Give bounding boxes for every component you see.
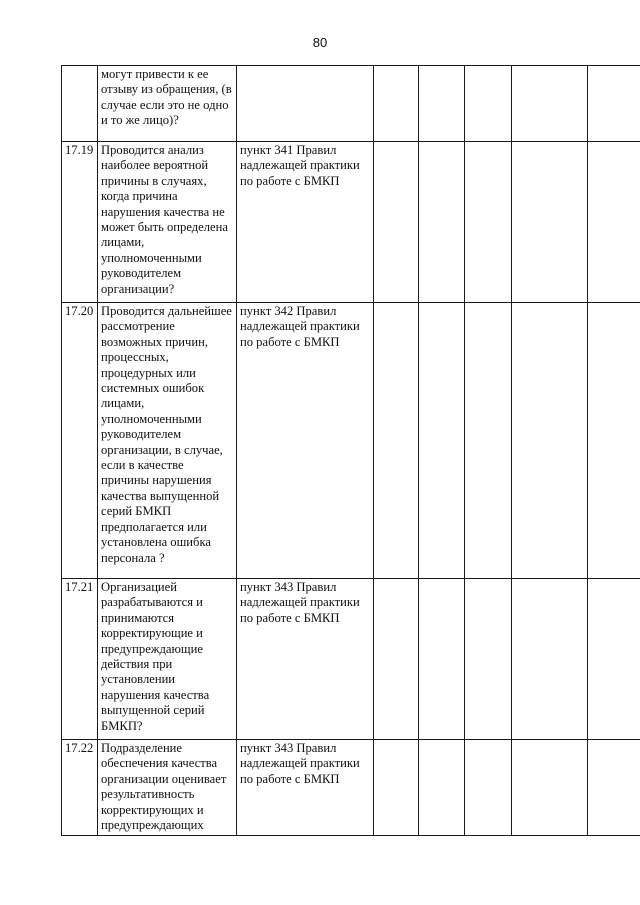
question-cell: Проводится анализ наиболее вероятной причины в случаях, когда причина нарушения качества не может быть определена лицами, уполномоченными руководителем организации?	[98, 142, 237, 303]
reference-cell: пункт 342 Правил надлежащей практики по работе с БМКП	[237, 303, 374, 579]
reference-cell: пункт 343 Правил надлежащей практики по работе с БМКП	[237, 579, 374, 740]
question-cell: Организацией разрабатываются и принимаются корректирующие и предупреждающие действия при установлении нарушения качества выпущенной серий БМКП?	[98, 579, 237, 740]
answer-cell-na	[465, 142, 512, 303]
comment-cell	[512, 142, 588, 303]
answer-cell-yes	[374, 142, 419, 303]
note-cell	[588, 66, 640, 142]
question-cell: Подразделение обеспечения качества организации оценивает результативность корректирующих и предупреждающих	[98, 740, 237, 836]
answer-cell-no	[419, 66, 465, 142]
checklist-table	[61, 65, 640, 836]
table-row	[62, 303, 640, 579]
row-number	[62, 66, 98, 142]
note-cell	[588, 740, 640, 836]
answer-cell-na	[465, 303, 512, 579]
answer-cell-yes	[374, 579, 419, 740]
answer-cell-na	[465, 740, 512, 836]
table-row	[62, 740, 640, 836]
table-row	[62, 66, 640, 142]
row-number: 17.19	[62, 142, 98, 303]
answer-cell-no	[419, 579, 465, 740]
row-number: 17.20	[62, 303, 98, 579]
comment-cell	[512, 740, 588, 836]
table-row	[62, 142, 640, 303]
row-number: 17.22	[62, 740, 98, 836]
row-number: 17.21	[62, 579, 98, 740]
note-cell	[588, 579, 640, 740]
note-cell	[588, 303, 640, 579]
answer-cell-no	[419, 142, 465, 303]
question-cell: могут привести к ее отзыву из обращения, (в случае если это не одно и то же лицо)?	[98, 66, 237, 142]
reference-cell: пункт 343 Правил надлежащей практики по работе с БМКП	[237, 740, 374, 836]
reference-cell	[237, 66, 374, 142]
answer-cell-no	[419, 740, 465, 836]
note-cell	[588, 142, 640, 303]
reference-cell: пункт 341 Правил надлежащей практики по работе с БМКП	[237, 142, 374, 303]
comment-cell	[512, 303, 588, 579]
table-row	[62, 579, 640, 740]
answer-cell-yes	[374, 66, 419, 142]
question-cell: Проводится дальнейшее рассмотрение возможных причин, процессных, процедурных или системных ошибок лицами, уполномоченными руководителем организации, в случае, если в качестве причины нарушения качества выпущенной серий БМКП предполагается или установлена ошибка персонала ?	[98, 303, 237, 579]
answer-cell-yes	[374, 303, 419, 579]
answer-cell-na	[465, 579, 512, 740]
comment-cell	[512, 579, 588, 740]
answer-cell-yes	[374, 740, 419, 836]
page-number: 80	[312, 35, 328, 50]
comment-cell	[512, 66, 588, 142]
answer-cell-na	[465, 66, 512, 142]
answer-cell-no	[419, 303, 465, 579]
